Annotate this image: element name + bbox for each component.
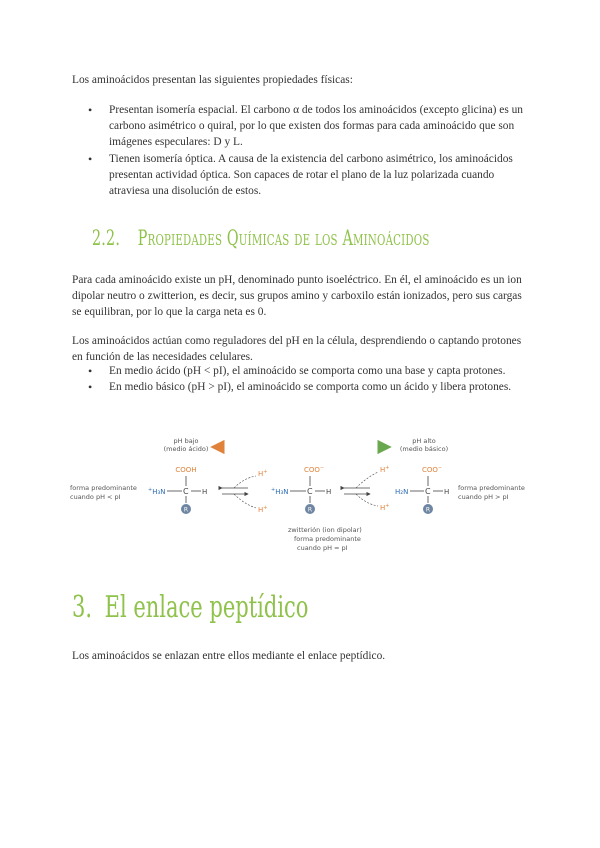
list-item: • Presentan isomería espacial. El carbono α de todos los aminoácidos (excepto glicina) es un carbono asimétrico o quiral, por lo que existen dos formas para cada aminoácido que son imágenes especulares: D y L. — [72, 102, 532, 151]
section-title: El enlace peptídico — [104, 590, 309, 625]
amino-group: +H₃N — [148, 487, 166, 496]
svg-text:C: C — [425, 487, 431, 496]
svg-text:C: C — [307, 487, 313, 496]
zwitterion-label: zwitterión (ion dipolar) — [288, 526, 362, 534]
isoelectric-paragraph: Para cada aminoácido existe un pH, denominado punto isoeléctrico. En él, el aminoácido es un ion dipolar neutro o zwitterion, es decir, sus grupos amino y carboxilo están ionizados, pero sus cargas se equilibran, por lo que la carga neta es 0. — [72, 274, 522, 319]
section-number: 2.2. — [92, 226, 121, 250]
carboxylate-group: COO− — [421, 465, 443, 474]
svg-text:H: H — [326, 488, 332, 496]
left-form-condition: cuando pH < pI — [70, 493, 121, 501]
list-item: • Tienen isomería óptica. A causa de la existencia del carbono asimétrico, los aminoácidos presentan actividad óptica. Son capaces de rotar el plano de la luz polarizada cuando atraviesa una disolución de estos. — [72, 151, 532, 200]
section-heading-2-2 — [92, 226, 430, 250]
zwitterion-equilibrium-diagram — [68, 432, 538, 558]
svg-text:R: R — [425, 506, 431, 514]
proton-label: H+ — [380, 465, 390, 474]
intro-paragraph: Los aminoácidos presentan las siguientes propiedades físicas: — [72, 74, 353, 86]
regulator-paragraph: Los aminoácidos actúan como reguladores del pH en la célula, desprendiendo o captando protones en función de las necesidades celulares. — [72, 335, 522, 364]
svg-text:R: R — [183, 506, 189, 514]
list-item: • En medio ácido (pH < pI), el aminoácido se comporta como una base y capta protones. — [72, 363, 532, 379]
svg-text:R: R — [307, 506, 313, 514]
amino-group: H₂N — [395, 488, 409, 496]
section-title: Propiedades Químicas de los Aminoácidos — [137, 226, 430, 250]
proton-label: H+ — [380, 503, 390, 512]
ph-behavior-list — [72, 363, 532, 395]
base-form-molecule — [395, 465, 449, 514]
carboxyl-group: COOH — [175, 466, 197, 474]
physical-properties-list — [72, 102, 532, 199]
carboxylate-group: COO− — [303, 465, 325, 474]
zwitterion-form-label: forma predominante — [294, 535, 361, 543]
svg-text:C: C — [183, 487, 189, 496]
ph-low-label: pH bajo — [173, 437, 199, 445]
proton-label: H+ — [258, 469, 268, 478]
zwitterion-condition: cuando pH = pI — [297, 544, 348, 552]
ph-low-sublabel: (medio ácido) — [163, 445, 209, 453]
section-number: 3. — [72, 590, 93, 625]
ph-high-label: pH alto — [412, 437, 436, 445]
svg-text:H: H — [444, 488, 450, 496]
right-form-label: forma predominante — [458, 484, 525, 492]
acid-form-molecule — [148, 466, 207, 514]
amino-group: +H₃N — [271, 487, 289, 496]
ph-high-sublabel: (medio básico) — [399, 445, 449, 453]
right-form-condition: cuando pH > pI — [458, 493, 509, 501]
peptide-bond-paragraph: Los aminoácidos se enlazan entre ellos mediante el enlace peptídico. — [72, 650, 386, 662]
equilibrium-arrows-left — [222, 469, 267, 514]
left-form-label: forma predominante — [70, 484, 137, 492]
list-item: • En medio básico (pH > pI), el aminoácido se comporta como un ácido y libera protones. — [72, 379, 532, 395]
svg-text:H: H — [202, 488, 208, 496]
section-heading-3 — [72, 590, 308, 625]
equilibrium-arrows-right — [344, 465, 389, 512]
zwitterion-molecule — [271, 465, 331, 514]
proton-label: H+ — [258, 505, 268, 514]
